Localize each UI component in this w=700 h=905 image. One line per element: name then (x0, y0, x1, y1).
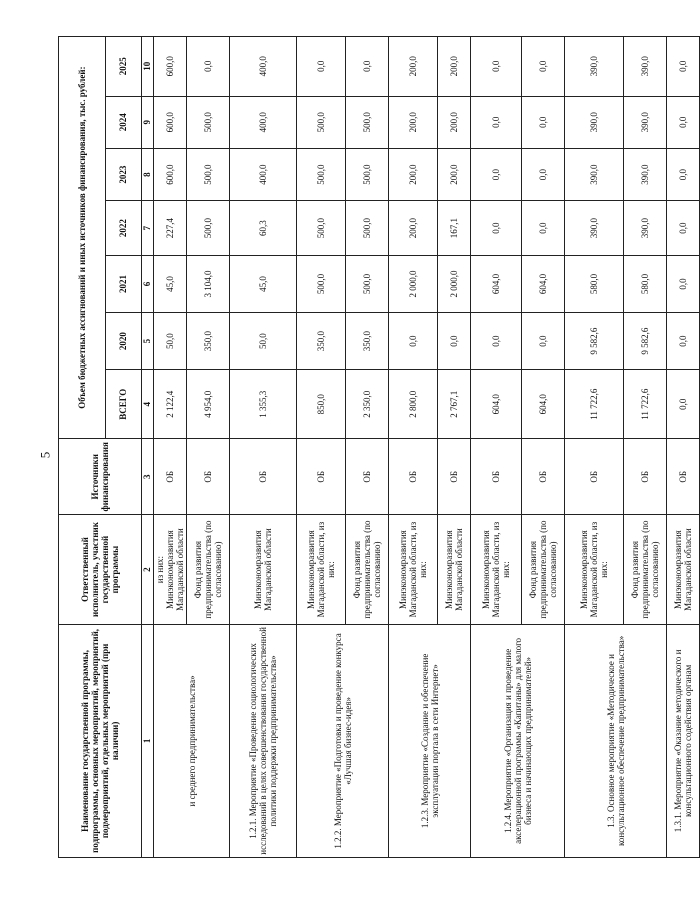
table-row (297, 37, 346, 858)
cell-source: ОБ (522, 439, 565, 515)
column-number: 7 (142, 201, 154, 256)
cell-total: 2 350,0 (346, 370, 389, 439)
cell-year-value: 400,0 (230, 148, 297, 200)
cell-year-value: 0,0 (667, 201, 700, 256)
cell-year-value: 400,0 (230, 96, 297, 148)
column-number: 2 (142, 515, 154, 624)
cell-executor: Фонд развития предпринимательства (по согласованию) (522, 515, 565, 624)
cell-year-value: 50,0 (230, 313, 297, 370)
cell-year-value: 600,0 (154, 37, 187, 97)
cell-year-value: 500,0 (297, 201, 346, 256)
table-row (471, 37, 522, 858)
cell-year-value: 0,0 (522, 201, 565, 256)
header-executor: Ответственный исполнитель, участник государственной программы (59, 515, 142, 624)
cell-name: 1.3. Основное мероприятие «Методическое и консультационное обеспечение предпринимательства» (565, 624, 667, 857)
column-number: 4 (142, 370, 154, 439)
cell-year-value: 500,0 (187, 201, 230, 256)
cell-executor: Фонд развития предпринимательства (по согласованию) (187, 515, 230, 624)
cell-year-value: 0,0 (667, 96, 700, 148)
cell-year-value: 3 104,0 (187, 255, 230, 312)
cell-year-value: 500,0 (297, 96, 346, 148)
column-number: 9 (142, 96, 154, 148)
cell-year-value: 200,0 (389, 148, 438, 200)
cell-year-value: 500,0 (297, 255, 346, 312)
page-number: 5 (37, 451, 53, 459)
cell-year-value: 500,0 (297, 148, 346, 200)
cell-source: ОБ (297, 439, 346, 515)
cell-year-value: 0,0 (522, 148, 565, 200)
table-row (667, 37, 700, 858)
cell-name: 1.2.1. Мероприятие «Проведение социологических исследований в целях совершенствования государственной политики поддержки предпринимательства» (230, 624, 297, 857)
cell-year-value: 580,0 (565, 255, 624, 312)
table-row (154, 37, 187, 858)
header-year: 2021 (106, 255, 142, 312)
cell-year-value: 390,0 (565, 96, 624, 148)
cell-source: ОБ (389, 439, 438, 515)
cell-year-value: 600,0 (154, 96, 187, 148)
cell-year-value: 0,0 (471, 201, 522, 256)
cell-name: 1.3.1. Мероприятие «Оказание методического и консультационного содействия органам (667, 624, 700, 857)
cell-year-value: 390,0 (624, 37, 667, 97)
cell-source: ОБ (154, 439, 187, 515)
header-year: 2020 (106, 313, 142, 370)
cell-total: 850,0 (297, 370, 346, 439)
cell-year-value: 200,0 (389, 201, 438, 256)
cell-year-value: 0,0 (471, 96, 522, 148)
cell-total: 11 722,6 (565, 370, 624, 439)
column-number: 8 (142, 148, 154, 200)
cell-executor: Минэкономразвития Магаданской области (438, 515, 471, 624)
cell-year-value: 0,0 (667, 255, 700, 312)
cell-year-value: 60,3 (230, 201, 297, 256)
cell-year-value: 167,1 (438, 201, 471, 256)
cell-year-value: 500,0 (346, 255, 389, 312)
cell-year-value: 0,0 (471, 37, 522, 97)
cell-year-value: 45,0 (230, 255, 297, 312)
cell-year-value: 2 000,0 (438, 255, 471, 312)
cell-year-value: 200,0 (389, 37, 438, 97)
cell-executor: Фонд развития предпринимательства (по согласованию) (346, 515, 389, 624)
cell-year-value: 390,0 (565, 148, 624, 200)
cell-year-value: 390,0 (565, 201, 624, 256)
cell-year-value: 350,0 (187, 313, 230, 370)
cell-year-value: 604,0 (522, 255, 565, 312)
cell-year-value: 500,0 (187, 96, 230, 148)
cell-executor: Фонд развития предпринимательства (по согласованию) (624, 515, 667, 624)
cell-year-value: 200,0 (438, 96, 471, 148)
header-funding: Объем бюджетных ассигнований и иных источников финансирования, тыс. рублей: (59, 37, 106, 439)
cell-year-value: 0,0 (438, 313, 471, 370)
cell-year-value: 0,0 (522, 37, 565, 97)
funding-table (58, 36, 700, 858)
cell-name: 1.2.2. Мероприятие «Подготовка и проведение конкурса «Лучшая бизнес-идея» (297, 624, 389, 857)
cell-year-value: 350,0 (297, 313, 346, 370)
cell-year-value: 45,0 (154, 255, 187, 312)
cell-total: 11 722,6 (624, 370, 667, 439)
cell-total: 2 800,0 (389, 370, 438, 439)
cell-year-value: 0,0 (471, 148, 522, 200)
cell-year-value: 0,0 (471, 313, 522, 370)
cell-name: 1.2.3. Мероприятие «Создание и обеспечение эксплуатации портала в сети Интернет» (389, 624, 471, 857)
cell-source: ОБ (565, 439, 624, 515)
cell-year-value: 0,0 (389, 313, 438, 370)
cell-year-value: 0,0 (522, 313, 565, 370)
table-row (389, 37, 438, 858)
cell-total: 1 355,3 (230, 370, 297, 439)
cell-year-value: 200,0 (438, 37, 471, 97)
cell-year-value: 0,0 (187, 37, 230, 97)
cell-source: ОБ (667, 439, 700, 515)
cell-year-value: 50,0 (154, 313, 187, 370)
cell-year-value: 0,0 (297, 37, 346, 97)
cell-source: ОБ (471, 439, 522, 515)
header-year: 2025 (106, 37, 142, 97)
cell-year-value: 0,0 (667, 313, 700, 370)
cell-year-value: 500,0 (346, 96, 389, 148)
column-number: 10 (142, 37, 154, 97)
cell-total: 2 122,4 (154, 370, 187, 439)
cell-year-value: 2 000,0 (389, 255, 438, 312)
funding-table-sheet (58, 36, 694, 858)
cell-total: 604,0 (471, 370, 522, 439)
header-year: 2024 (106, 96, 142, 148)
cell-year-value: 500,0 (346, 201, 389, 256)
cell-year-value: 0,0 (346, 37, 389, 97)
cell-year-value: 390,0 (624, 148, 667, 200)
cell-executor: Минэкономразвития Магаданской области, из них: (389, 515, 438, 624)
cell-year-value: 350,0 (346, 313, 389, 370)
cell-name: и среднего предпринимательства» (154, 624, 230, 857)
header-year: 2022 (106, 201, 142, 256)
cell-year-value: 390,0 (624, 201, 667, 256)
cell-executor: Минэкономразвития Магаданской области, из них: (471, 515, 522, 624)
cell-year-value: 600,0 (154, 148, 187, 200)
rotated-page (58, 36, 694, 858)
table-row (230, 37, 297, 858)
cell-year-value: 0,0 (522, 96, 565, 148)
cell-executor: Минэкономразвития Магаданской области, из них: (565, 515, 624, 624)
cell-total: 0,0 (667, 370, 700, 439)
header-year: 2023 (106, 148, 142, 200)
cell-executor: из них: Минэкономразвития Магаданской области (154, 515, 187, 624)
cell-year-value: 580,0 (624, 255, 667, 312)
cell-executor: Минэкономразвития Магаданской области, из них: (297, 515, 346, 624)
cell-year-value: 400,0 (230, 37, 297, 97)
cell-year-value: 9 582,6 (624, 313, 667, 370)
table-row (565, 37, 624, 858)
cell-source: ОБ (187, 439, 230, 515)
column-number: 1 (142, 624, 154, 857)
cell-year-value: 500,0 (346, 148, 389, 200)
cell-executor: Минэкономразвития Магаданской области (230, 515, 297, 624)
cell-source: ОБ (624, 439, 667, 515)
cell-name: 1.2.4. Мероприятие «Организация и проведение акселерационной программы «Капитаны» для малого бизнеса и начинающих предпринимателей» (471, 624, 565, 857)
cell-year-value: 390,0 (565, 37, 624, 97)
cell-year-value: 227,4 (154, 201, 187, 256)
header-total: ВСЕГО (106, 370, 142, 439)
cell-source: ОБ (438, 439, 471, 515)
cell-total: 604,0 (522, 370, 565, 439)
cell-year-value: 390,0 (624, 96, 667, 148)
cell-year-value: 500,0 (187, 148, 230, 200)
cell-total: 4 954,0 (187, 370, 230, 439)
cell-year-value: 604,0 (471, 255, 522, 312)
cell-executor: Минэкономразвития Магаданской области (667, 515, 700, 624)
cell-year-value: 9 582,6 (565, 313, 624, 370)
cell-year-value: 200,0 (438, 148, 471, 200)
cell-year-value: 0,0 (667, 37, 700, 97)
cell-total: 2 767,1 (438, 370, 471, 439)
column-number: 5 (142, 313, 154, 370)
column-number: 3 (142, 439, 154, 515)
cell-source: ОБ (230, 439, 297, 515)
cell-source: ОБ (346, 439, 389, 515)
column-number-row (142, 37, 154, 858)
header-source: Источники финансирования (59, 439, 142, 515)
column-number: 6 (142, 255, 154, 312)
cell-year-value: 200,0 (389, 96, 438, 148)
cell-year-value: 0,0 (667, 148, 700, 200)
header-name: Наименование государственной программы, подпрограммы, основных мероприятий, мероприятий, подмероприятий, отдельных мероприятий (при наличии) (59, 624, 142, 857)
